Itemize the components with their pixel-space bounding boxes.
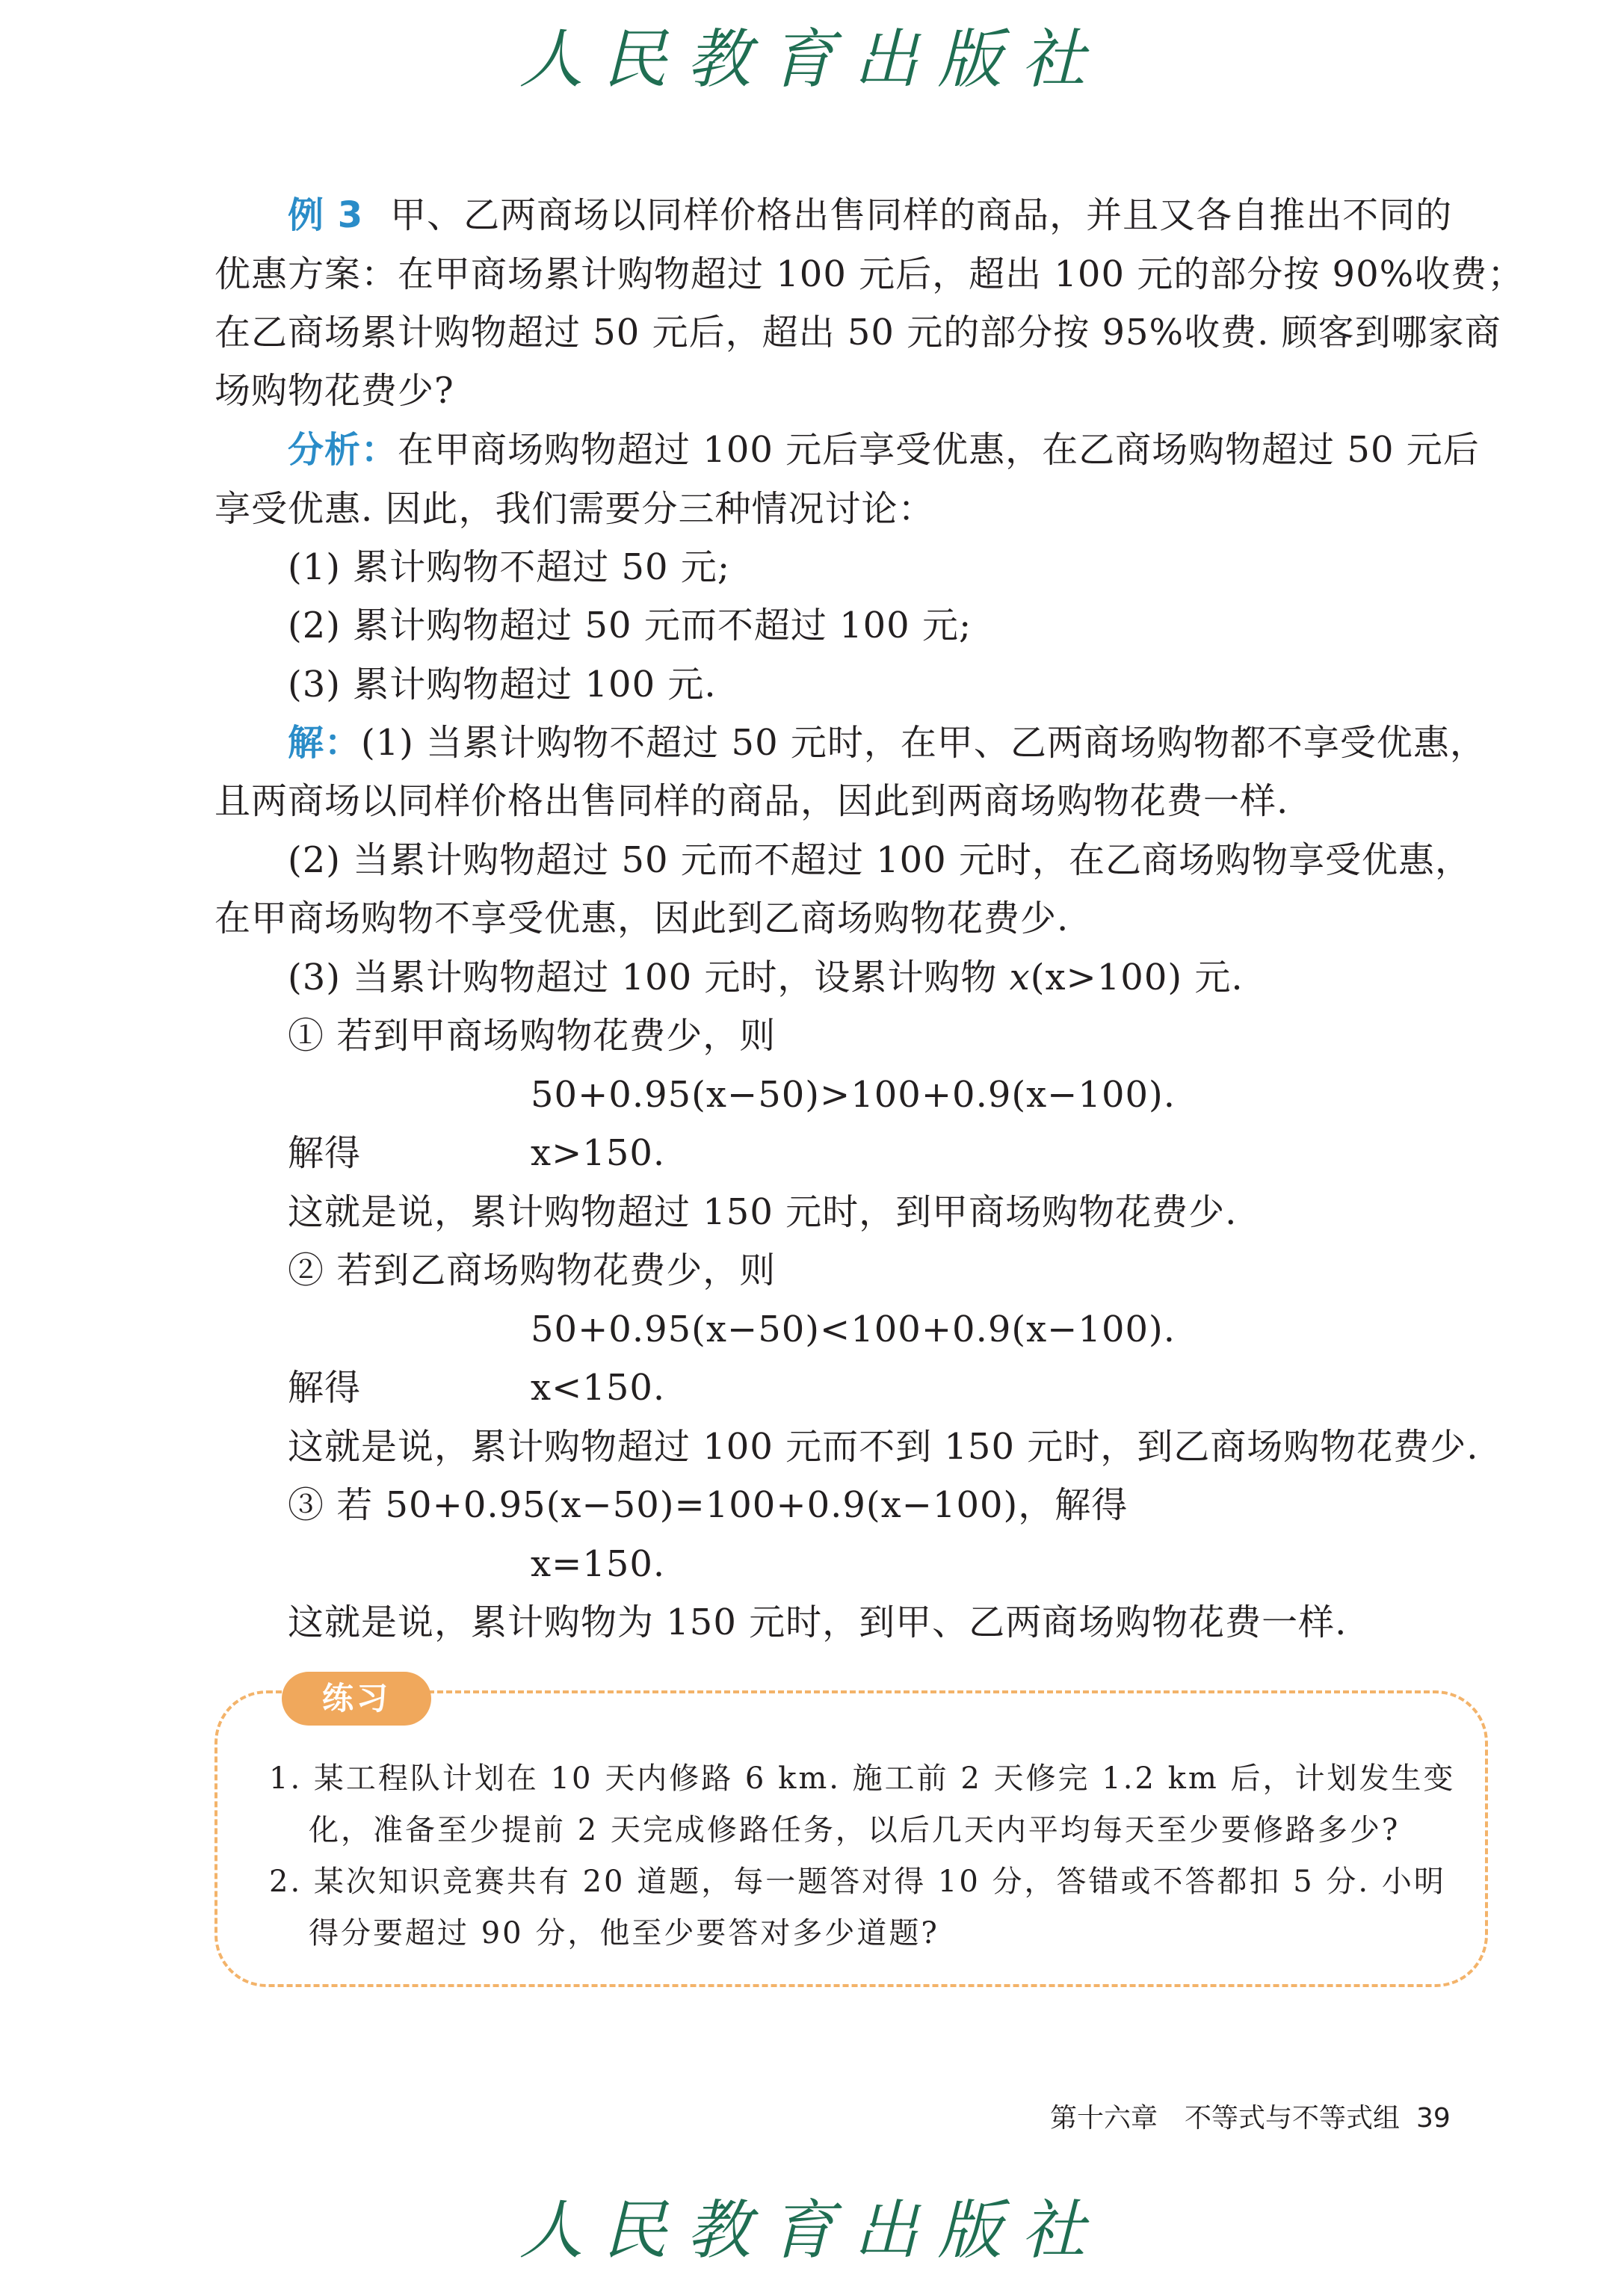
case1-solution: x>150. [531,1132,666,1174]
solution-p2b: 在甲商场购物不享受优惠，因此到乙商场购物花费少. [214,898,1069,939]
exercise-q2-line-1: 2. 某次知识竞赛共有 20 道题，每一题答对得 10 分，答错或不答都扣 5 分. 小明 [269,1865,1446,1899]
analysis-case-2: (2) 累计购物超过 50 元而不超过 100 元; [288,605,972,646]
publisher-watermark-bottom: 人民教育出版社 [519,2193,1105,2268]
case3-solution: x=150. [531,1543,666,1585]
publisher-watermark-top: 人民教育出版社 [519,22,1105,97]
case3-conclusion: 这就是说，累计购物为 150 元时，到甲、乙两商场购物花费一样. [288,1601,1347,1643]
example-line-1 [288,193,1452,238]
case1-solve-label: 解得 [288,1132,362,1174]
solution-p1b: 且两商场以同样价格出售同样的商品，因此到两商场购物花费一样. [214,780,1289,822]
analysis-line-1 [288,427,1480,472]
solution-p2a: (2) 当累计购物超过 50 元而不超过 100 元时，在乙商场购物享受优惠， [288,839,1472,881]
case2-heading: ② 若到乙商场购物花费少，则 [288,1250,777,1291]
case2-solution: x<150. [531,1367,666,1409]
example-line-2: 优惠方案：在甲商场累计购物超过 100 元后，超出 100 元的部分按 90%收费； [214,253,1525,295]
analysis-case-3: (3) 累计购物超过 100 元. [288,664,717,705]
solution-p3-pre: (3) 当累计购物超过 100 元时，设累计购物 [288,957,1010,998]
example-label: 例 3 [288,194,364,236]
example-line-3: 在乙商场累计购物超过 50 元后，超出 50 元的部分按 95%收费. 顾客到哪家商 [214,312,1501,353]
solution-p3-post: 元. [1182,957,1244,998]
exercise-q1-line-1: 1. 某工程队计划在 10 天内修路 6 km. 施工前 2 天修完 1.2 km 后，计划发生变 [269,1761,1456,1796]
case1-conclusion: 这就是说，累计购物超过 150 元时，到甲商场购物花费少. [288,1191,1238,1233]
chapter-title: 第十六章 不等式与不等式组 [1050,2103,1401,2134]
analysis-line-2: 享受优惠. 因此，我们需要分三种情况讨论： [214,488,935,530]
solution-p3-var: x [1009,957,1031,998]
case2-solve-label: 解得 [288,1367,362,1409]
analysis-label: 分析： [288,429,398,471]
solution-line-1 [288,720,1486,765]
case1-inequality: 50+0.95(x−50)>100+0.9(x−100). [531,1074,1176,1116]
case1-heading: ① 若到甲商场购物花费少，则 [288,1015,777,1057]
exercise-q2-line-2: 得分要超过 90 分，他至少要答对多少道题? [309,1916,939,1950]
solution-p1a: (1) 当累计购物不超过 50 元时，在甲、乙两商场购物都不享受优惠， [361,722,1486,764]
case3-heading: ③ 若 50+0.95(x−50)=100+0.9(x−100)，解得 [288,1484,1129,1526]
solution-label: 解： [288,722,362,764]
exercise-q1-line-2: 化，准备至少提前 2 天完成修路任务，以后几天内平均每天至少要修路多少? [309,1813,1401,1847]
exercise-tag: 练习 [282,1672,431,1726]
case2-inequality: 50+0.95(x−50)<100+0.9(x−100). [531,1309,1176,1350]
solution-p3 [288,955,1244,1000]
analysis-case-1: (1) 累计购物不超过 50 元; [288,546,731,588]
solution-p3-cond: (x>100) [1030,957,1183,998]
page-number: 39 [1416,2103,1451,2134]
case2-conclusion: 这就是说，累计购物超过 100 元而不到 150 元时，到乙商场购物花费少. [288,1426,1479,1468]
example-line-4: 场购物花费少? [214,370,454,412]
example-text-1: 甲、乙两商场以同样价格出售同样的商品，并且又各自推出不同的 [390,194,1453,236]
page-footer [1050,2100,1451,2137]
analysis-text-1: 在甲商场购物超过 100 元后享受优惠，在乙商场购物超过 50 元后 [398,429,1480,471]
